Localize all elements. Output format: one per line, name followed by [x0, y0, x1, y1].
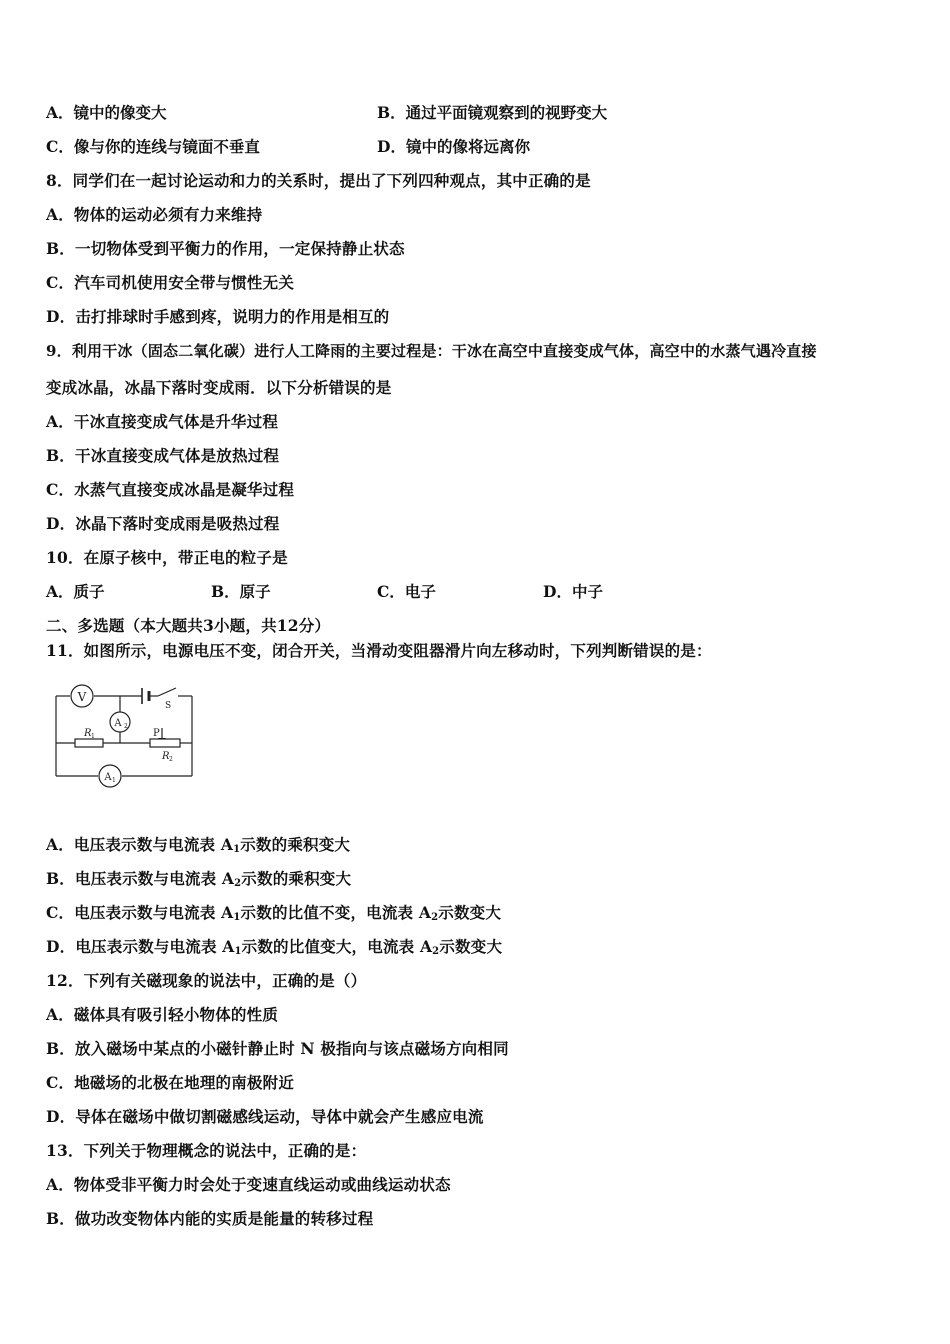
- q10-option-a: A．质子: [46, 582, 105, 601]
- q9-option-d: D．冰晶下落时变成雨是吸热过程: [46, 514, 280, 533]
- r1-label: R: [84, 728, 92, 739]
- q9-stem-line2: 变成冰晶，冰晶下落时变成雨．以下分析错误的是: [46, 378, 392, 397]
- q8-stem: 8．同学们在一起讨论运动和力的关系时，提出了下列四种观点，其中正确的是: [46, 171, 591, 190]
- q9-option-c: C．水蒸气直接变成冰晶是凝华过程: [46, 480, 295, 499]
- r2-sub: 2: [169, 756, 173, 763]
- q12-option-b: B．放入磁场中某点的小磁针静止时 N 极指向与该点磁场方向相同: [46, 1039, 509, 1058]
- q12-option-c: C．地磁场的北极在地理的南极附近: [46, 1073, 295, 1092]
- r2-label: R: [162, 751, 170, 762]
- q11-stem: 11．如图所示，电源电压不变，闭合开关，当滑动变阻器滑片向左移动时，下列判断错误的是：: [46, 641, 712, 660]
- q10-option-c: C．电子: [377, 582, 436, 601]
- section-heading-multiple-choice: 二、多选题（本大题共3小题，共12分）: [46, 616, 331, 635]
- q7-option-c: C．像与你的连线与镜面不垂直: [46, 137, 260, 156]
- ammeter-a1-label: A: [104, 772, 112, 783]
- q10-stem: 10．在原子核中，带正电的粒子是: [46, 548, 288, 567]
- q11-option-b: B．电压表示数与电流表 $A_2$示数的乘积变大: [46, 869, 352, 889]
- q7-option-a: A．镜中的像变大: [46, 103, 167, 122]
- q10-option-b: B．原子: [211, 582, 271, 601]
- q13-option-a: A．物体受非平衡力时会处于变速直线运动或曲线运动状态: [46, 1175, 451, 1194]
- ammeter-a2-sub: 2: [124, 723, 128, 730]
- r1-sub: 1: [91, 733, 95, 740]
- switch-label: S: [165, 701, 172, 711]
- ammeter-a1-sub: 1: [112, 777, 116, 784]
- q9-option-b: B．干冰直接变成气体是放热过程: [46, 446, 280, 465]
- q8-option-b: B．一切物体受到平衡力的作用，一定保持静止状态: [46, 239, 405, 258]
- ammeter-a2-label: A: [114, 718, 122, 729]
- q12-option-d: D．导体在磁场中做切割磁感线运动，导体中就会产生感应电流: [46, 1107, 484, 1126]
- q10-option-d: D．中子: [543, 582, 603, 601]
- q9-stem-line1: 9．利用干冰（固态二氧化碳）进行人工降雨的主要过程是：干冰在高空中直接变成气体，高空中的水蒸气遇冷直接: [46, 342, 817, 360]
- q11-option-a: A．电压表示数与电流表 $A_1$示数的乘积变大: [46, 835, 351, 855]
- q11-option-c: C．电压表示数与电流表 $A_1$示数的比值不变，电流表 $A_2$示数变大: [46, 903, 502, 923]
- q8-option-a: A．物体的运动必须有力来维持: [46, 205, 263, 224]
- circuit-diagram: [50, 680, 200, 788]
- q8-option-d: D．击打排球时手感到疼，说明力的作用是相互的: [46, 307, 390, 326]
- q13-stem: 13．下列关于物理概念的说法中，正确的是：: [46, 1141, 367, 1160]
- resistor-r1-icon: [75, 739, 103, 747]
- q11-option-d: D．电压表示数与电流表 $A_1$示数的比值变大，电流表 $A_2$示数变大: [46, 937, 503, 957]
- voltmeter-label: V: [77, 690, 87, 704]
- q12-stem: 12．下列有关磁现象的说法中，正确的是（）: [46, 971, 367, 990]
- q9-option-a: A．干冰直接变成气体是升华过程: [46, 412, 279, 431]
- q7-option-d: D．镜中的像将远离你: [377, 137, 530, 156]
- switch-blade: [158, 688, 176, 696]
- q8-option-c: C．汽车司机使用安全带与惯性无关: [46, 273, 295, 292]
- q12-option-a: A．磁体具有吸引轻小物体的性质: [46, 1005, 279, 1024]
- slider-label: P: [153, 728, 160, 739]
- q7-option-b: B．通过平面镜观察到的视野变大: [377, 103, 608, 122]
- resistor-r2-icon: [150, 739, 180, 747]
- q13-option-b: B．做功改变物体内能的实质是能量的转移过程: [46, 1209, 374, 1228]
